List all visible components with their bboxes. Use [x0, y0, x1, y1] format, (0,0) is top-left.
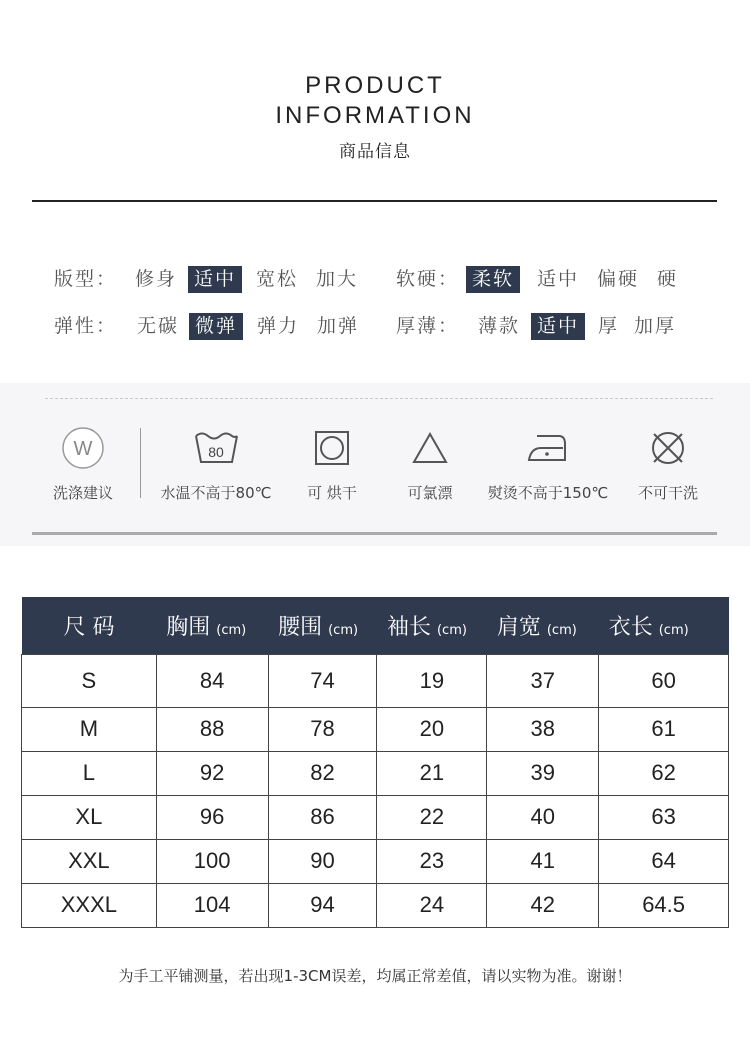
header-sleeve-label: 袖长: [386, 614, 431, 640]
table-cell: 90: [268, 839, 377, 883]
table-row: [22, 839, 729, 883]
table-cell: 19: [377, 654, 487, 707]
table-cell: 20: [377, 707, 487, 751]
no-dry-clean-icon: [646, 426, 690, 470]
header-shoulder-label: 肩宽: [496, 614, 541, 640]
softness-option-4: 硬: [657, 268, 679, 290]
table-cell: 88: [156, 707, 268, 751]
table-cell: 24: [377, 883, 487, 927]
table-cell: 104: [156, 883, 268, 927]
table-cell: 40: [487, 795, 599, 839]
fit-option-2-selected: 适中: [188, 266, 242, 293]
table-row: [22, 795, 729, 839]
table-cell: 23: [377, 839, 487, 883]
header-chest: [156, 597, 268, 654]
table-cell: 21: [377, 751, 487, 795]
table-cell: 64.5: [599, 883, 729, 927]
size-table-header: [22, 597, 729, 654]
table-cell: 63: [599, 795, 729, 839]
elasticity-option-4: 加弹: [317, 315, 360, 337]
table-cell: 64: [599, 839, 729, 883]
care-separator: [140, 428, 141, 498]
header-sleeve-unit: (cm): [436, 622, 467, 638]
title-information: INFORMATION: [275, 102, 475, 129]
table-cell: XXL: [22, 839, 157, 883]
page-subtitle: 商品信息: [339, 142, 411, 162]
table-cell: XL: [22, 795, 157, 839]
elasticity-option-1: 无碳: [137, 315, 180, 337]
header-size: [22, 597, 157, 654]
header-chest-label: 胸围: [166, 614, 211, 640]
table-cell: 94: [268, 883, 377, 927]
header-size-label: 尺 码: [63, 614, 115, 640]
table-cell: 42: [487, 883, 599, 927]
size-table: [21, 597, 729, 928]
table-cell: 74: [268, 654, 377, 707]
care-top-dashed-line: [45, 398, 713, 399]
care-item-tumble-dry: [286, 426, 378, 503]
table-cell: XXXL: [22, 883, 157, 927]
header-waist-label: 腰围: [278, 614, 323, 640]
thickness-option-4: 加厚: [634, 315, 677, 337]
table-cell: 60: [599, 654, 729, 707]
bleach-triangle-icon: [408, 426, 452, 470]
table-cell: 39: [487, 751, 599, 795]
table-cell: 96: [156, 795, 268, 839]
table-row: [22, 751, 729, 795]
thickness-option-2-selected: 适中: [531, 313, 585, 340]
care-title: 洗涤建议: [52, 484, 113, 502]
measurement-footnote: 为手工平铺测量，若出现1-3CM误差，均属正常差值，请以实物为准。谢谢！: [118, 967, 632, 985]
iron-icon: [523, 426, 573, 470]
care-item-no-dry-clean: [622, 426, 714, 503]
header-length-unit: (cm): [658, 622, 689, 638]
table-cell: 61: [599, 707, 729, 751]
table-cell: 41: [487, 839, 599, 883]
care-label-iron: 熨烫不高于150℃: [487, 484, 609, 502]
thickness-option-3: 厚: [598, 315, 620, 337]
softness-option-2: 适中: [537, 268, 580, 290]
table-row: [22, 707, 729, 751]
header-waist-unit: (cm): [328, 622, 359, 638]
header-length-label: 衣长: [608, 614, 653, 640]
elasticity-option-3: 弹力: [257, 315, 300, 337]
header-divider: [32, 200, 717, 202]
care-label-bleach: 可氯漂: [407, 484, 453, 502]
header-sleeve: [377, 597, 487, 654]
wash-tub-icon: [192, 426, 240, 470]
table-cell: 84: [156, 654, 268, 707]
thickness-label: 厚薄：: [396, 315, 460, 337]
table-cell: 62: [599, 751, 729, 795]
softness-option-1-selected: 柔软: [466, 266, 520, 293]
table-cell: 22: [377, 795, 487, 839]
table-cell: 37: [487, 654, 599, 707]
care-item-iron: [478, 426, 618, 503]
table-cell: M: [22, 707, 157, 751]
fit-label: 版型：: [54, 268, 118, 290]
header-chest-unit: (cm): [216, 622, 247, 638]
attr-row-1: [0, 266, 750, 294]
wash-w-icon-text: W: [73, 438, 93, 460]
elasticity-label: 弹性：: [54, 315, 118, 337]
table-row: [22, 883, 729, 927]
softness-label: 软硬：: [396, 268, 460, 290]
table-cell: 38: [487, 707, 599, 751]
header-shoulder: [487, 597, 599, 654]
table-cell: 86: [268, 795, 377, 839]
thickness-option-1: 薄款: [478, 315, 521, 337]
wash-tub-icon-text: 80: [208, 444, 224, 460]
table-cell: 92: [156, 751, 268, 795]
header-shoulder-unit: (cm): [546, 622, 577, 638]
care-bottom-rule: [32, 532, 717, 535]
fit-option-3: 宽松: [256, 268, 299, 290]
fit-option-4: 加大: [316, 268, 359, 290]
title-product: PRODUCT: [305, 72, 445, 99]
wash-w-icon: [61, 426, 105, 470]
table-cell: 100: [156, 839, 268, 883]
attr-row-2: [0, 313, 750, 341]
table-cell: 82: [268, 751, 377, 795]
tumble-dry-icon: [310, 426, 354, 470]
elasticity-option-2-selected: 微弹: [189, 313, 243, 340]
care-label-tumble-dry: 可 烘干: [307, 484, 357, 502]
table-cell: 78: [268, 707, 377, 751]
care-label-no-dry-clean: 不可干洗: [637, 484, 698, 502]
table-row: [22, 654, 729, 707]
table-cell: L: [22, 751, 157, 795]
fit-option-1: 修身: [135, 268, 178, 290]
table-cell: S: [22, 654, 157, 707]
care-label-wash-temp: 水温不高于80℃: [160, 484, 272, 502]
header-waist: [268, 597, 377, 654]
softness-option-3: 偏硬: [597, 268, 640, 290]
header-length: [599, 597, 729, 654]
care-item-bleach: [384, 426, 476, 503]
care-title-block: [37, 426, 129, 503]
care-item-wash-temp: [150, 426, 282, 503]
